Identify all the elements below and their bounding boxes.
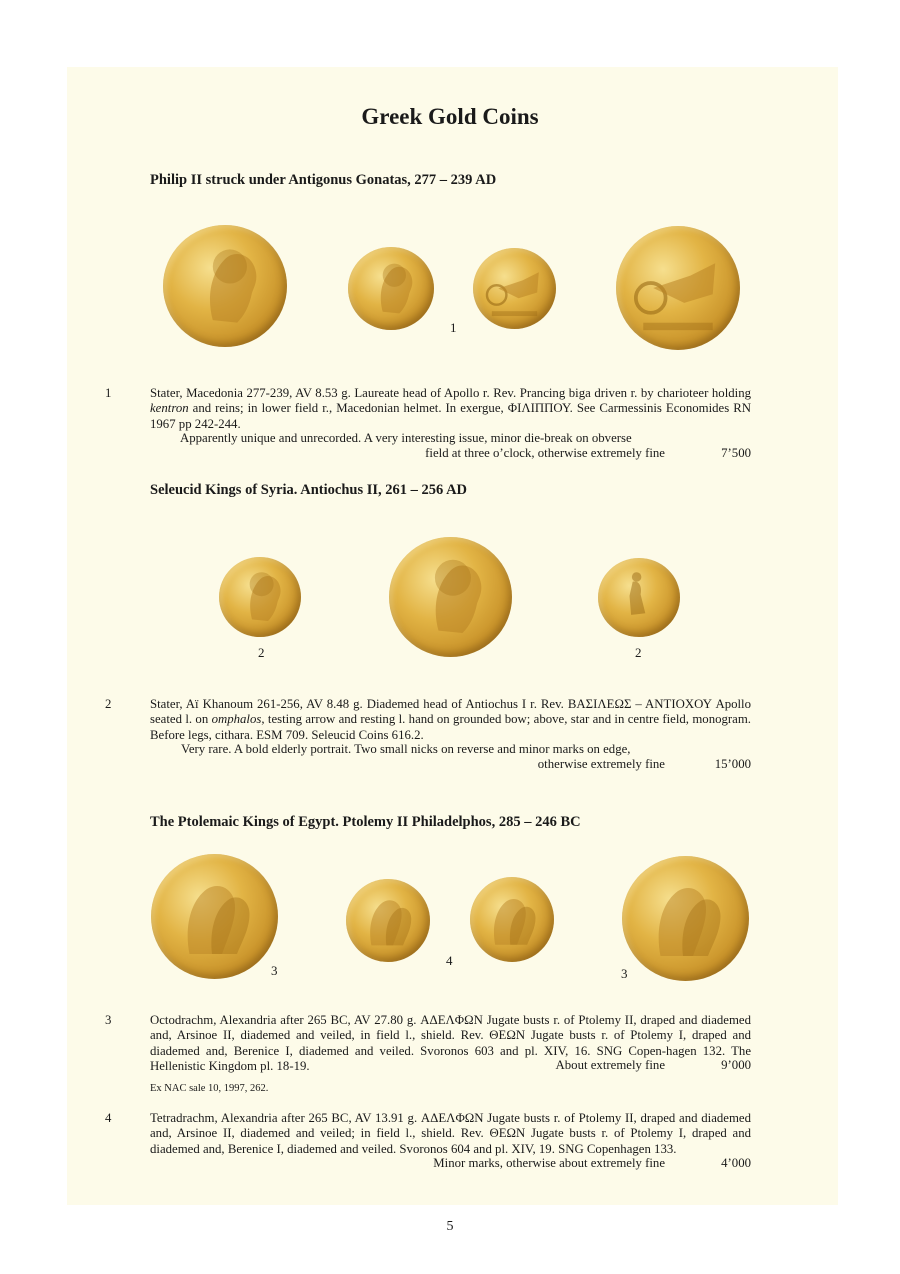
coin-number-label: 1: [450, 320, 457, 335]
lot-provenance: Ex NAC sale 10, 1997, 262.: [150, 1083, 269, 1094]
coin-obverse-small-1: [348, 247, 434, 330]
lot-number: 3: [105, 1013, 112, 1027]
lot-number: 1: [105, 386, 112, 400]
coin-number-label: 3: [271, 963, 278, 978]
lot-price: 4’000: [721, 1156, 751, 1170]
lot-price: 7’500: [721, 446, 751, 460]
coin-number-label: 3: [621, 966, 628, 981]
coin-reverse-small-2: [598, 558, 680, 637]
coin-number-label: 2: [258, 645, 265, 660]
lot-note: Apparently unique and unrecorded. A very interesting issue, minor die-break on obverse: [180, 431, 632, 445]
lot-number: 4: [105, 1111, 112, 1125]
lot-description: Tetradrachm, Alexandria after 265 BC, AV 13.91 g. ΑΔΕΛΦΩΝ Jugate busts r. of Ptolemy II, draped and diademed and, Arsinoe II, diademed and veiled; in field l., shield. Rev. ΘΕΩΝ Jugate busts r. of Ptolemy I, draped and diademed and, Berenice I, diademed and veiled. Svoronos 604 and pl. XIV, 19. SNG Copenhagen 133.: [150, 1111, 751, 1156]
lot-grade: field at three o’clock, otherwise extremely fine: [425, 446, 665, 460]
lot-grade: Minor marks, otherwise about extremely fine: [433, 1156, 665, 1170]
coin-obverse-octodrachm: [151, 854, 278, 979]
lot-price: 15’000: [714, 757, 751, 771]
lot-grade: About extremely fine: [555, 1058, 665, 1072]
coin-number-label: 2: [635, 645, 642, 660]
page-number: 5: [446, 1219, 454, 1234]
lot-description: Stater, Aï Khanoum 261-256, AV 8.48 g. Diademed head of Antiochus I r. Rev. ΒΑΣΙΛΕΩΣ – ΑΝΤΙΟΧΟΥ Apollo seated l. on omphalos, testing arrow and resting l. hand on grounded bow; above, star and in centre field, monogram. Before legs, cithara. ESM 709. Seleucid Coins 616.2.: [150, 697, 751, 742]
section-heading-seleucid: Seleucid Kings of Syria. Antiochus II, 261 – 256 AD: [150, 482, 468, 498]
lot-description: Stater, Macedonia 277-239, AV 8.53 g. Laureate head of Apollo r. Rev. Prancing biga driven r. by charioteer holding kentron and reins; in lower field r., Macedonian helmet. In exergue, ΦΙΛΙΠΠΟΥ. See Carmessinis Economides RN 1967 pp 242-244.: [150, 386, 751, 431]
coin-obverse-large-2: [389, 537, 512, 657]
coin-obverse-tetradrachm: [346, 879, 430, 962]
section-heading-ptolemaic: The Ptolemaic Kings of Egypt. Ptolemy II Philadelphos, 285 – 246 BC: [150, 814, 581, 830]
lot-note: Very rare. A bold elderly portrait. Two small nicks on reverse and minor marks on edge,: [181, 742, 631, 756]
coin-reverse-small-1: [473, 248, 556, 329]
coin-obverse-large-1: [163, 225, 287, 347]
lot-description: Octodrachm, Alexandria after 265 BC, AV 27.80 g. ΑΔΕΛΦΩΝ Jugate busts r. of Ptolemy II, draped and diademed and, Arsinoe II, diademed and veiled, in field l., shield. Rev. ΘΕΩΝ Jugate busts r. of Ptolemy I, draped and diademed and, Berenice I, diademed and veiled. Svoronos 603 and pl. XIV, 16. SNG Copen-hagen 132. The Hellenistic Kingdom pl. 18-19.: [150, 1013, 751, 1073]
coin-reverse-octodrachm: [622, 856, 749, 981]
coin-obverse-small-2: [219, 557, 301, 637]
lot-price: 9’000: [721, 1058, 751, 1072]
coin-number-label: 4: [446, 953, 453, 968]
lot-grade: otherwise extremely fine: [537, 757, 665, 771]
coin-reverse-large-1: [616, 226, 740, 350]
coin-reverse-tetradrachm: [470, 877, 554, 962]
lot-number: 2: [105, 697, 112, 711]
section-heading-philip: Philip II struck under Antigonus Gonatas, 277 – 239 AD: [150, 172, 497, 188]
page-title: Greek Gold Coins: [361, 104, 539, 129]
